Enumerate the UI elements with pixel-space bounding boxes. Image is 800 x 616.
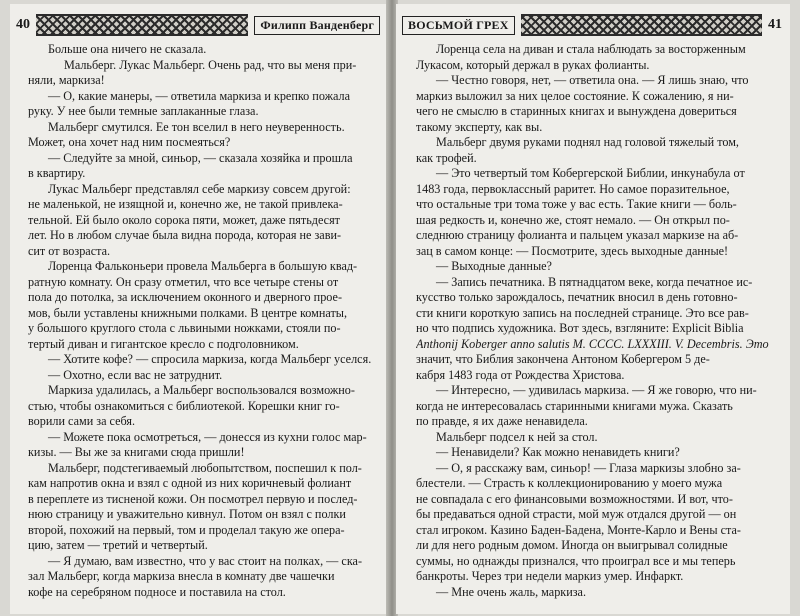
text-line: руку. У нее были темные заплаканные глаза. — [28, 104, 259, 118]
text-line: Мальберг смутился. Ее тон вселил в него неуверенность. — [48, 119, 345, 134]
text-line: кабря 1483 года от Рождества Христова. — [416, 367, 625, 382]
ornament-band — [36, 14, 248, 36]
text-line: бы предаваться одной страсти, мой муж отдался другой — он — [416, 507, 737, 521]
text-line: не маленькой, не изящной и, конечно же, не такой привлека- — [28, 197, 343, 211]
text-line: второй, похожий на первый, том и проделал такую же опера- — [28, 522, 345, 537]
text-line: в квартиру. — [28, 166, 86, 180]
text-line: — Это четвертый том Кобергерской Библии, инкунабула от — [436, 166, 745, 180]
text-line: Может, она хочет над ним посмеяться? — [28, 135, 231, 149]
text-line: Маркиза удалилась, а Мальберг воспользовался возможно- — [48, 383, 355, 397]
left-page-number: 40 — [16, 17, 30, 32]
text-line: но что подпись художника. Вот здесь, взгляните: Explicit Biblia — [416, 321, 744, 335]
text-line: тертый диван и гигантское кресло с подголовником. — [28, 336, 299, 351]
text-line: Мальберг, подстегиваемый любопытством, поспешил к пол- — [48, 460, 362, 475]
text-line: следнюю страницу фолианта и пальцем указал маркизе на аб- — [416, 228, 739, 242]
left-page-header — [16, 12, 380, 38]
right-page — [396, 4, 790, 614]
text-line: мов, были уставлены книжными полками. В центре комнаты, — [28, 305, 348, 320]
text-line: кусство только зарождалось, печатник вносил в день готовно- — [416, 290, 738, 304]
text-line: лет. Но в любом случае была видна порода, которая не зави- — [28, 228, 342, 242]
text-line: сти книги короткую запись на последней странице. Это все рав- — [416, 305, 749, 320]
text-line: Больше она ничего не сказала. — [48, 42, 207, 56]
text-line: 1483 года, первоклассный раритет. Но самое поразительное, — [416, 181, 730, 196]
text-line: — Мне очень жаль, маркиза. — [436, 584, 587, 599]
text-line: в переплете из тисненой кожи. Он посмотрел первую и послед- — [28, 491, 358, 506]
text-line: суммы, но однажды признался, что проиграл все и мы теперь — [416, 553, 736, 568]
text-line: ворили сами за себя. — [28, 414, 136, 428]
text-line: Лукас Мальберг представлял себе маркизу совсем другой: — [48, 181, 351, 196]
text-line: не совпадала с его финансовыми возможностями. И вот, что- — [416, 491, 733, 506]
text-line: зац в самом конце: — Посмотрите, здесь выходные данные! — [416, 243, 729, 258]
text-line: тельной. Ей было около сорока пяти, может, даже пятьдесят — [28, 212, 341, 227]
text-line: — Можете пока осмотреться, — донесся из кухни голос мар- — [48, 429, 367, 444]
text-line: Anthonij Koberger anno salutis M. CCCC. LXXXIII. V. Decembris. Это — [416, 336, 769, 351]
text-line: ли для него родным домом. Иногда он выигрывал солидные — [416, 538, 728, 552]
text-line: банкроты. Через три недели маркиз умер. Инфаркт. — [416, 569, 684, 583]
right-page-header — [402, 12, 782, 38]
text-line: ратную комнату. Он сразу отметил, что все четыре стены от — [28, 274, 339, 289]
text-line: зал Мальберг, когда маркиза внесла в комнату две чашечки — [28, 569, 335, 583]
text-line: няли, маркиза! — [28, 73, 105, 87]
text-line: Лоренца села на диван и стала наблюдать за восторженным — [436, 42, 746, 56]
left-running-head: Филипп Ванденберг — [254, 16, 380, 35]
text-line: как трофей. — [416, 150, 477, 165]
text-line: маркиз выложил за них целое состояние. К сожалению, я ни- — [416, 88, 734, 103]
right-page-number: 41 — [768, 17, 782, 32]
text-line: — Интересно, — удивилась маркиза. — Я же говорю, что ни- — [436, 383, 757, 397]
text-line: нюю страницу и уважительно кивнул. Потом он взял с полки — [28, 507, 346, 521]
text-line: кизы. — Вы же за книгами сюда пришли! — [28, 445, 245, 459]
text-line: Лукасом, который держал в руках фолианты. — [416, 57, 650, 72]
left-page — [10, 4, 388, 614]
text-line: — О, какие манеры, — ответила маркиза и крепко пожала — [48, 88, 351, 103]
text-line: — Ненавидели? Как можно ненавидеть книги? — [436, 445, 680, 459]
text-line: когда не интересовалась старинными книгами мужа. Сказать — [416, 398, 733, 413]
text-line: шая редкость и, конечно же, стоят немало. — Он открыл по- — [416, 212, 730, 227]
text-line: — Следуйте за мной, синьор, — сказала хозяйка и прошла — [48, 150, 353, 165]
text-line: по правде, я их даже ненавидела. — [416, 414, 588, 428]
text-line: Мальберг подсел к ней за стол. — [436, 429, 598, 444]
text-line: стал игроком. Казино Баден-Бадена, Монте-Карло и Вены ста- — [416, 522, 741, 537]
text-line: чего не смыслю в старинных книгах и вынуждена довериться — [416, 104, 737, 118]
text-line: такому эксперту, как вы. — [416, 119, 543, 134]
text-line: — Запись печатника. В пятнадцатом веке, когда печатное ис- — [436, 274, 753, 289]
text-line: блестели. — Страсть к коллекционированию у моего мужа — [416, 476, 723, 490]
text-line: — Выходные данные? — [436, 259, 552, 273]
text-line: пола до потолка, за исключением оконного и дверного прое- — [28, 290, 343, 304]
text-line: — О, я расскажу вам, синьор! — Глаза маркизы злобно за- — [436, 460, 741, 475]
text-line: — Хотите кофе? — спросила маркиза, когда Мальберг уселся. — [48, 352, 372, 366]
text-line: Мальберг двумя руками поднял над головой тяжелый том, — [436, 135, 739, 149]
text-line: Мальберг. Лукас Мальберг. Очень рад, что вы меня при- — [64, 57, 357, 72]
right-page-text — [416, 42, 776, 610]
left-page-text — [28, 42, 374, 610]
text-line: стью, чтобы ознакомиться с библиотекой. Корешки книг го- — [28, 398, 340, 413]
text-line: у большого круглого стола с львиными ножками, стояли по- — [28, 321, 341, 335]
text-line: что остальные три тома тоже у вас есть. Такие книги — боль- — [416, 197, 737, 211]
text-line: — Охотно, если вас не затруднит. — [48, 367, 223, 382]
text-line: цию, затем — третий и четвертый. — [28, 538, 208, 552]
text-line: кофе на серебряном подносе и поставила на стол. — [28, 584, 286, 599]
right-running-head: ВОСЬМОЙ ГРЕХ — [402, 16, 515, 35]
text-line: сит от возраста. — [28, 243, 111, 258]
text-line: — Честно говоря, нет, — ответила она. — Я лишь знаю, что — [436, 73, 749, 87]
ornament-band — [521, 14, 762, 36]
text-line: значит, что Библия закончена Антоном Кобергером 5 де- — [416, 352, 710, 366]
text-line: кам напротив окна и взял с одной из них коричневый фолиант — [28, 476, 352, 490]
text-line: — Я думаю, вам известно, что у вас стоит на полках, — ска- — [48, 553, 363, 568]
text-line: Лоренца Фальконьери провела Мальберга в большую квад- — [48, 259, 358, 273]
